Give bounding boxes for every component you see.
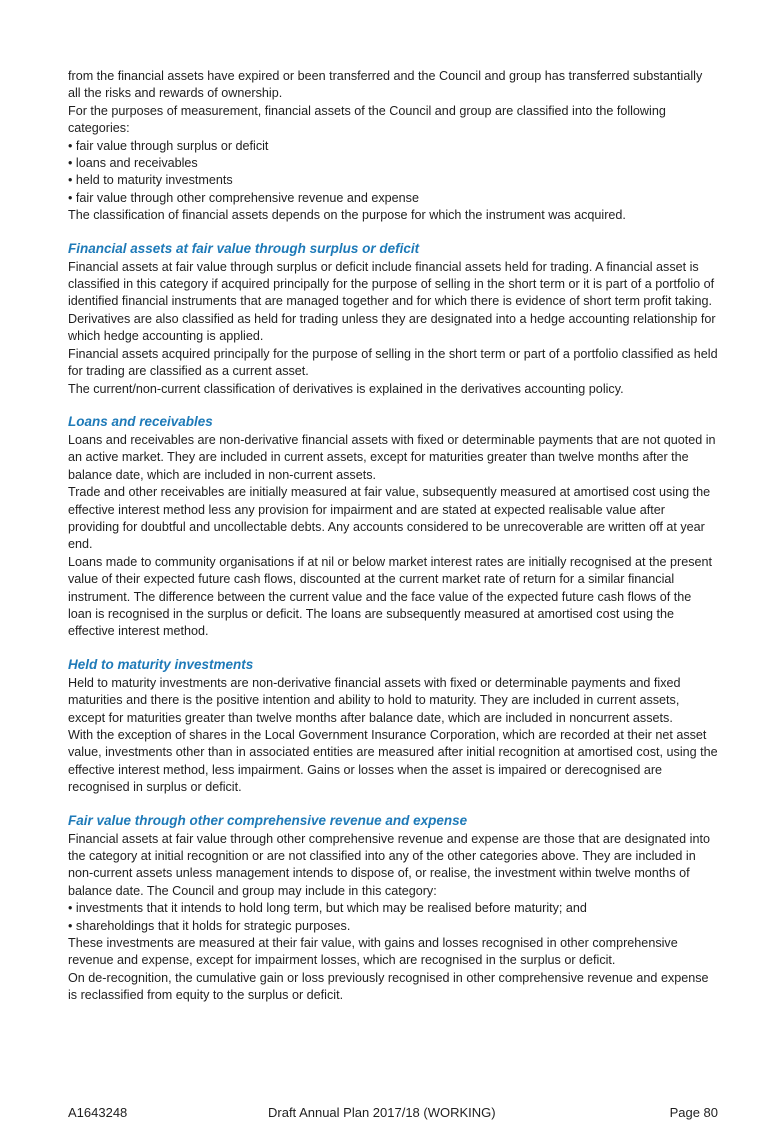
footer-doc-id: A1643248 <box>68 1105 128 1120</box>
section1-paragraph-3: Financial assets acquired principally for the purpose of selling in the short term or part of a portfolio classified as held for trading are classified as a current asset. <box>68 346 718 379</box>
intro-paragraph-3: The classification of financial assets depends on the purpose for which the instrument was acquired. <box>68 208 626 223</box>
section1-paragraph-1: Financial assets at fair value through surplus or deficit include financial assets held for trading. A financial asset is classified in this category if acquired principally for the purpose of selling in the short term or it is part of a portfolio of identified financial instruments that are managed together and for which there is evidence of short term profit taking. <box>68 259 715 309</box>
section4-paragraph-3: On de-recognition, the cumulative gain or loss previously recognised in other comprehensive revenue and expense is reclassified from equity to the surplus or deficit. <box>68 970 709 1003</box>
section2-paragraph-3: Loans made to community organisations if at nil or below market interest rates are initially recognised at the present value of their expected future cash flows, discounted at the current market rate of return for a similar financial instrument. The difference between the current value and the face value of the expected future cash flows of the loan is recognised in the surplus or deficit. The loans are subsequently measured at amortised cost using the effective interest method. <box>68 554 713 639</box>
section2-paragraph-2: Trade and other receivables are initially measured at fair value, subsequently measured at amortised cost using the effective interest method less any provision for impairment and are stated at expected realisable value after providing for doubtful and uncollectable debts. Any accounts considered to be unrecoverable are written off at year end. <box>68 485 711 552</box>
page-footer <box>68 1105 718 1123</box>
footer-title: Draft Annual Plan 2017/18 (WORKING) <box>268 1105 496 1120</box>
section1-paragraph-4: The current/non-current classification of derivatives is explained in the derivatives accounting policy. <box>68 381 624 396</box>
section4-bullet-2: • shareholdings that it holds for strategic purposes. <box>68 918 351 933</box>
section-heading-fvtpl: Financial assets at fair value through surplus or deficit <box>68 240 420 256</box>
section3-paragraph-1: Held to maturity investments are non-derivative financial assets with fixed or determinable payments and fixed maturities and there is the positive intention and ability to hold to maturity. They are included in current assets, except for maturities greater than twelve months after balance date, which are included in noncurrent assets. <box>68 675 681 725</box>
section-heading-held-to-maturity: Held to maturity investments <box>68 656 254 672</box>
intro-bullet-1: • fair value through surplus or deficit <box>68 138 269 153</box>
section1-paragraph-2: Derivatives are also classified as held for trading unless they are designated into a hedge accounting relationship for which hedge accounting is applied. <box>68 311 716 344</box>
document-body <box>68 68 718 1005</box>
section2-paragraph-1: Loans and receivables are non-derivative financial assets with fixed or determinable payments that are not quoted in an active market. They are included in current assets, except for maturities greater than twelve months after the balance date, which are included in non-current assets. <box>68 432 716 482</box>
section-heading-loans: Loans and receivables <box>68 413 213 429</box>
intro-paragraph-2: For the purposes of measurement, financial assets of the Council and group are classified into the following categories: <box>68 103 666 136</box>
section4-bullet-1: • investments that it intends to hold long term, but which may be realised before maturity; and <box>68 901 587 916</box>
intro-bullet-4: • fair value through other comprehensive revenue and expense <box>68 190 419 205</box>
section4-paragraph-2: These investments are measured at their fair value, with gains and losses recognised in other comprehensive revenue and expense, except for impairment losses, which are recognised in the surplus or deficit. <box>68 936 678 968</box>
intro-paragraph-1: from the financial assets have expired or been transferred and the Council and group has transferred substantially all the risks and rewards of ownership. <box>68 69 703 101</box>
section-heading-fvoci: Fair value through other comprehensive revenue and expense <box>68 812 468 828</box>
section4-paragraph-1: Financial assets at fair value through other comprehensive revenue and expense are those that are designated into the category at initial recognition or are not classified into any of the other categories above. They are included in non-current assets unless management intends to dispose of, or realise, the investment within twelve months of balance date. The Council and group may include in this category: <box>68 831 710 898</box>
section3-paragraph-2: With the exception of shares in the Local Government Insurance Corporation, which are recorded at their net asset value, investments other than in associated entities are measured after initial recognition at amortised cost, using the effective interest method, less impairment. Gains or losses when the asset is impaired or derecognised are recognised in surplus or deficit. <box>68 728 718 795</box>
intro-bullet-3: • held to maturity investments <box>68 173 233 188</box>
footer-page-number: Page 80 <box>669 1105 718 1120</box>
intro-bullet-2: • loans and receivables <box>68 156 198 171</box>
